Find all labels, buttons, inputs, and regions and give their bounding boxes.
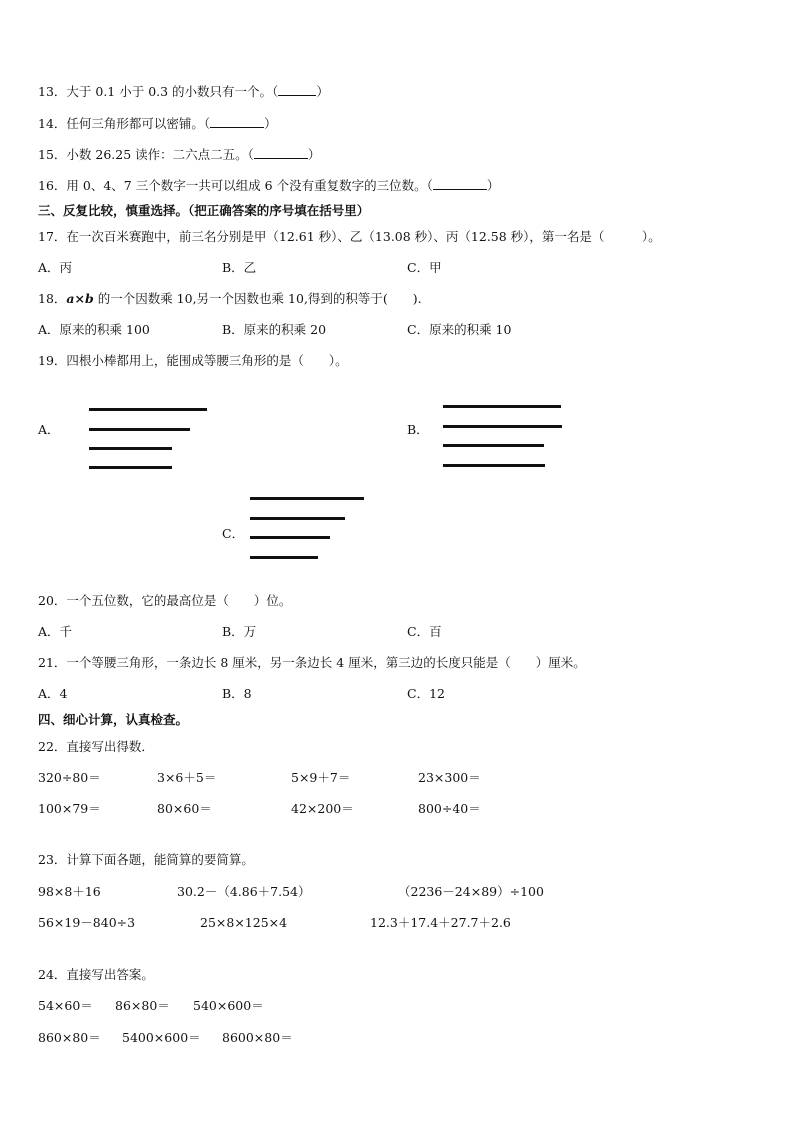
question-22-text: 22．直接写出得数． [38,739,154,754]
bracket-close: ） [486,178,500,193]
calc-item: 5×9＋7＝ [291,770,351,785]
question-16 [38,177,499,194]
question-13 [38,83,329,100]
q19-option-a[interactable]: A． [38,422,60,437]
calc-item: 25×8×125×4 [200,915,288,930]
stick [443,405,561,408]
stick [89,447,172,450]
question-14 [38,115,277,132]
calc-item: 56×19－840÷3 [38,915,136,930]
question-20-text: 20．一个五位数，它的最高位是（ ）位。 [38,593,292,608]
calc-item: 540×600＝ [193,998,264,1013]
calc-item: 5400×600＝ [122,1030,201,1045]
q18-option-a[interactable]: A．原来的积乘 100 [38,322,150,337]
stick [250,556,318,559]
question-23-text: 23．计算下面各题，能简算的要简算。 [38,852,254,867]
q20-option-c[interactable]: C．百 [407,624,442,639]
calc-item: 8600×80＝ [222,1030,293,1045]
stick [250,497,364,500]
calc-item: 3×6＋5＝ [157,770,217,785]
answer-blank[interactable] [254,146,308,159]
calc-item: 320÷80＝ [38,770,101,785]
stick [250,536,330,539]
q21-option-a[interactable]: A．4 [38,686,68,701]
stick [443,444,544,447]
question-18 [38,291,422,307]
q17-option-a[interactable]: A．丙 [38,260,73,275]
question-number: 13． [38,84,67,99]
q20-option-a[interactable]: A．千 [38,624,73,639]
stick [89,408,207,411]
question-19-text: 19．四根小棒都用上，能围成等腰三角形的是（ ）。 [38,353,348,368]
calc-item: 100×79＝ [38,801,101,816]
calc-item: 30.2－（4.86＋7.54） [177,884,311,899]
q17-option-b[interactable]: B．乙 [222,260,257,275]
question-text: 小数 26.25 读作：二六点二五。（ [66,147,254,162]
stick [250,517,345,520]
question-number: 14． [38,116,67,131]
question-text: 的一个因数乘 10,另一个因数也乘 10,得到的积等于( ). [93,291,422,306]
stick [443,464,545,467]
q20-option-b[interactable]: B．万 [222,624,257,639]
answer-blank[interactable] [433,177,487,190]
question-21-text: 21．一个等腰三角形，一条边长 8 厘米，另一条边长 4 厘米，第三边的长度只能是（ ）厘米。 [38,655,586,670]
calc-item: 86×80＝ [115,998,170,1013]
calc-item: 12.3＋17.4＋27.7＋2.6 [370,915,511,930]
section-4-heading: 四、细心计算，认真检查。 [38,712,189,727]
question-17-text: 17．在一次百米赛跑中，前三名分别是甲（12.61 秒）、乙（13.08 秒）、丙（12.58 秒），第一名是（ ）。 [38,229,661,244]
q18-option-b[interactable]: B．原来的积乘 20 [222,322,327,337]
q21-option-c[interactable]: C．12 [407,686,445,701]
question-text: 用 0、4、7 三个数字一共可以组成 6 个没有重复数字的三位数。（ [66,178,433,193]
q19-option-c[interactable]: C． [222,526,245,541]
calc-item: 54×60＝ [38,998,93,1013]
stick [89,466,172,469]
bracket-close: ） [307,147,321,162]
question-number: 15． [38,147,67,162]
question-number: 18． [38,291,67,306]
calc-item: （2236－24×89）÷100 [398,884,544,899]
bracket-close: ） [316,84,329,99]
stick [443,425,562,428]
question-24-text: 24．直接写出答案。 [38,967,154,982]
math-expression: a×b [66,291,94,306]
section-3-heading: 三、反复比较，慎重选择。（把正确答案的序号填在括号里） [38,203,370,218]
calc-item: 860×80＝ [38,1030,101,1045]
answer-blank[interactable] [210,115,264,128]
q18-option-c[interactable]: C．原来的积乘 10 [407,322,512,337]
question-text: 任何三角形都可以密铺。（ [66,116,211,131]
calc-item: 23×300＝ [418,770,481,785]
question-15 [38,146,320,163]
calc-item: 42×200＝ [291,801,354,816]
answer-blank[interactable] [278,83,316,96]
calc-item: 98×8＋16 [38,884,101,899]
q19-option-b[interactable]: B． [407,422,429,437]
calc-item: 800÷40＝ [418,801,481,816]
question-text: 大于 0.1 小于 0.3 的小数只有一个。（ [66,84,279,99]
question-number: 16． [38,178,67,193]
bracket-close: ） [264,116,277,131]
calc-item: 80×60＝ [157,801,212,816]
q21-option-b[interactable]: B．8 [222,686,252,701]
stick [89,428,190,431]
q17-option-c[interactable]: C．甲 [407,260,442,275]
